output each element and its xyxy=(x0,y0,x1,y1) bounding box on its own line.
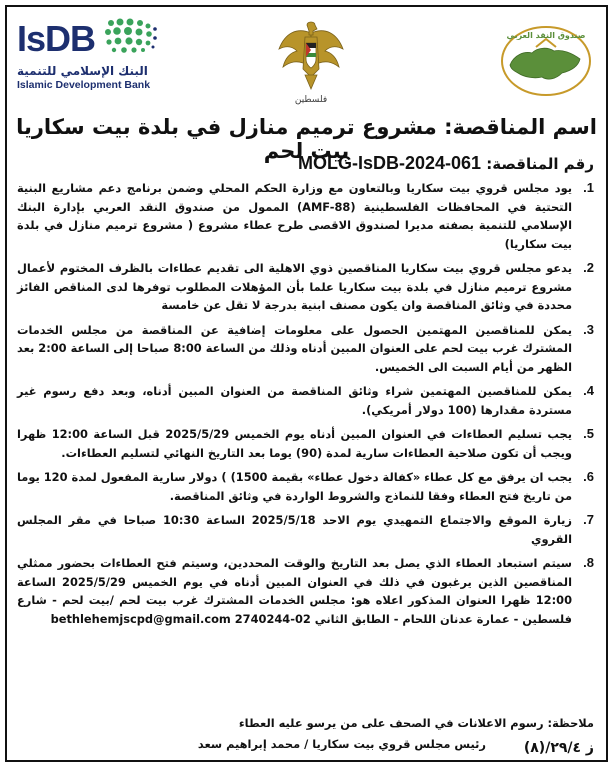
arab-monetary-fund-logo xyxy=(496,17,596,101)
header xyxy=(7,7,606,115)
clause-number: 8. xyxy=(583,555,594,570)
clause-4 xyxy=(17,382,594,419)
isdb-english-name: Islamic Development Bank xyxy=(17,79,151,91)
clause-number: 6. xyxy=(583,469,594,484)
palestine-emblem xyxy=(275,19,347,103)
clause-text: يمكن للمناقصين المهتمين الحصول على معلومات إضافية عن المناقصة من مجلس الخدمات المشترك غرب بيت لحم على العنوان المبين أدناه وذلك من الساعة 8:00 صباحا إلى الساعة 2:00 بعد الظهر من أيام السبت الى الخميس. xyxy=(17,322,572,374)
clause-number: 2. xyxy=(583,260,594,275)
ad-fees-note: ملاحظة: رسوم الاعلانات في الصحف على من يرسو عليه العطاء xyxy=(238,716,594,730)
tender-clauses xyxy=(17,179,594,634)
clause-text: يود مجلس قروي بيت سكاريا وبالتعاون مع وزارة الحكم المحلي وضمن برنامج دعم مشاريع البنية التحتية في المحافظات الفلسطينية (AMF-88) الممول من صندوق النقد العربي بإدارة البنك الإسلامي للتنمية بصفته مديرا لصندوق الاقصى طرح عطاء مشروع ( مشروع ترميم منازل في بلدة بيت سكاريا) xyxy=(17,181,572,251)
tender-title: اسم المناقصة: مشروع ترميم منازل في بلدة بيت سكاريا بيت لحم xyxy=(16,115,597,163)
clause-2 xyxy=(17,259,594,315)
isdb-logo xyxy=(17,17,197,91)
clause-number: 4. xyxy=(583,383,594,398)
isdb-globe-icon xyxy=(103,17,159,61)
clause-text: زيارة الموقع والاجتماع التمهيدي يوم الاحد 2025/5/18 الساعة 10:30 صباحا في مقر المجلس القروي xyxy=(17,513,572,546)
clause-3 xyxy=(17,321,594,377)
tender-reference-label: رقم المناقصة: xyxy=(481,155,594,173)
clause-text: يمكن للمناقصين المهتمين شراء وثائق المناقصة من العنوان المبين أدناه، وبعد دفع رسوم غير مستردة مقدارها (100 دولار أمريكي). xyxy=(17,384,572,417)
tender-announcement-page xyxy=(5,5,608,762)
clause-6 xyxy=(17,468,594,505)
clause-number: 7. xyxy=(583,512,594,527)
clause-number: 5. xyxy=(583,426,594,441)
eagle-icon xyxy=(275,19,347,95)
isdb-acronym: IsDB xyxy=(17,18,96,59)
council-head-signature: رئيس مجلس قروي بيت سكاريا / محمد إبراهيم سعد xyxy=(197,737,486,751)
clause-8 xyxy=(17,554,594,628)
afm-logo-text: صندوق النقد العربي xyxy=(506,31,586,40)
clause-1 xyxy=(17,179,594,253)
clause-text: يجب تسليم العطاءات في العنوان المبين أدناه يوم الخميس 2025/5/29 قبل الساعة 12:00 ظهرا ويجب أن تكون صلاحية العطاءات سارية لمدة (90) يوما بعد التاريخ النهائي لتسليم العطاءات. xyxy=(17,427,572,460)
clause-7 xyxy=(17,511,594,548)
clause-number: 1. xyxy=(583,180,594,195)
clause-5 xyxy=(17,425,594,462)
clause-text: سيتم استبعاد العطاء الذي يصل بعد التاريخ والوقت المحددين، وسيتم فتح العطاءات بحضور ممثلي المناقصين الذين يرغبون في ذلك في العنوان المبين أدناه في يوم الخميس 2025/5/29 الساعة 12:00 ظهرا العنوان المذكور اعلاه هو: مجلس الخدمات المشترك غرب بيت لحم /بيت لحم - شارع فلسطين - عمارة عدنان اللحام - الطابق الثاني 02-2740244 bethlehemjscpd@gmail.com xyxy=(17,556,572,626)
tender-reference-code: MOLG-IsDB-2024-061 xyxy=(297,153,482,173)
clause-text: يجب ان يرفق مع كل عطاء «كفالة دخول عطاء» بقيمة 1500) ) دولار سارية المفعول لمدة 120 يوما من تاريخ فتح العطاء وفقا للنماذج والشروط الواردة في وثائق المناقصة. xyxy=(17,470,572,503)
clause-number: 3. xyxy=(583,321,594,337)
isdb-arabic-name: البنك الإسلامي للتنمية xyxy=(17,64,148,78)
clause-text: يدعو مجلس قروي بيت سكاريا المناقصين ذوي الاهلية الى تقديم عطاءات بالظرف المختوم لأعمال مشروع ترميم منازل في بلدة بيت سكاريا علما بأن المؤهلات المطلوب توفرها لدى المناقص الفائز محددة في وثائق المناقصة وان يكون مصنف ابنية بدرجة لا تقل عن خامسة xyxy=(17,261,572,312)
emblem-caption: فلسطين xyxy=(294,95,328,105)
publication-reference: ز ٢٩/٤/(٨) xyxy=(523,740,594,756)
tender-reference xyxy=(298,153,594,174)
afm-map-icon xyxy=(496,17,596,101)
